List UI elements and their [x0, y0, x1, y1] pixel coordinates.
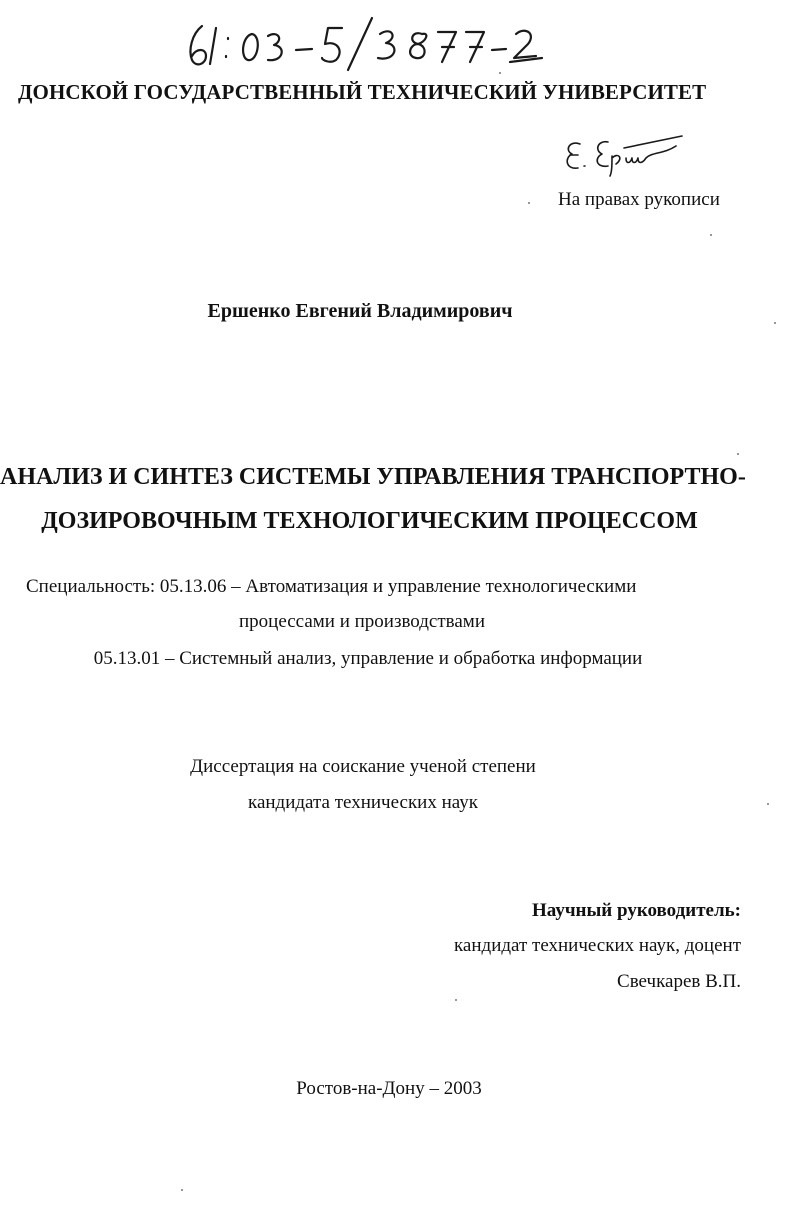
author-signature [560, 128, 685, 178]
scan-speck [767, 803, 769, 805]
dissertation-title [0, 455, 746, 543]
author-name: Ершенко Евгений Владимирович [207, 300, 513, 322]
title-line-1: АНАЛИЗ И СИНТЕЗ СИСТЕМЫ УПРАВЛЕНИЯ ТРАНСПОРТНО- [0, 464, 746, 490]
degree-line-2: кандидата технических наук [248, 792, 478, 813]
title-line-2: ДОЗИРОВОЧНЫМ ТЕХНОЛОГИЧЕСКИМ ПРОЦЕССОМ [41, 508, 698, 534]
scan-speck [710, 234, 712, 236]
scan-speck [181, 1189, 183, 1191]
scan-speck [528, 202, 530, 204]
scan-speck [455, 999, 457, 1001]
supervisor-degree: кандидат технических наук, доцент [453, 935, 741, 956]
scan-speck [737, 453, 739, 455]
supervisor-heading: Научный руководитель: [532, 900, 741, 921]
scan-speck [499, 72, 501, 74]
scan-speck [774, 322, 776, 324]
handwritten-archive-number [180, 12, 560, 72]
rights-note: На правах рукописи [558, 189, 720, 210]
specialty-line-2: процессами и производствами [238, 611, 486, 632]
specialty-line-3: 05.13.01 – Системный анализ, управление и обработка информации [93, 648, 643, 669]
supervisor-name: Свечкарев В.П. [617, 971, 741, 992]
specialty-line-1: Специальность: 05.13.06 – Автоматизация и управление технологическими [26, 576, 637, 597]
degree-line-1: Диссертация на соискание ученой степени [190, 756, 536, 777]
city-year: Ростов-на-Дону – 2003 [296, 1078, 482, 1099]
university-name: ДОНСКОЙ ГОСУДАРСТВЕННЫЙ ТЕХНИЧЕСКИЙ УНИВЕРСИТЕТ [18, 80, 707, 104]
